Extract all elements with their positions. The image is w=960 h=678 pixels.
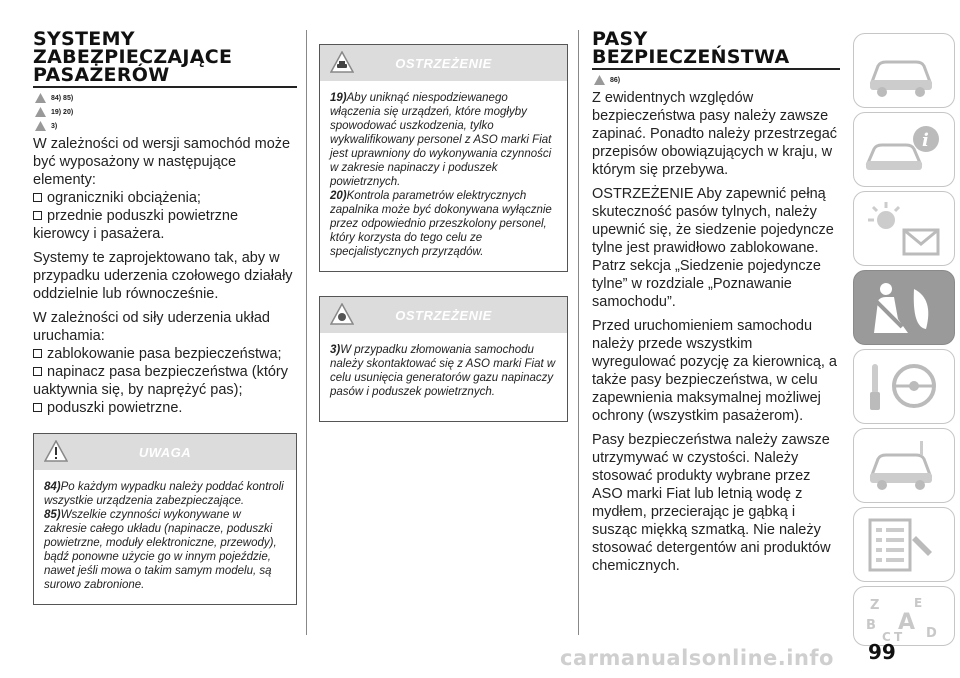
list-item: ograniczniki obciążenia; xyxy=(33,189,297,207)
sidebar-tab-emergency[interactable] xyxy=(853,428,955,503)
caution-triangle-icon xyxy=(35,107,46,117)
column-warnings xyxy=(319,30,568,422)
title-rule xyxy=(592,68,840,70)
sidebar-tab-warning-lights[interactable] xyxy=(853,191,955,266)
checkbox-bullet-icon xyxy=(33,367,42,376)
checkbox-bullet-icon xyxy=(33,193,42,202)
svg-text:Z: Z xyxy=(870,598,880,613)
page-number: 99 xyxy=(868,640,896,664)
sidebar-tab-safety[interactable] xyxy=(853,270,955,345)
list-item: poduszki powietrzne. xyxy=(33,399,297,417)
paragraph: Pasy bezpieczeństwa należy zawsze utrzymywać w czystości. Należy stosować produkty wybrane przez ASO marki Fiat lub letnią wodę z mydłem, przecierając je gąbką i susząc miękką szmatką. Nie należy stosować detergentów ani produktów chemicznych. xyxy=(592,432,831,574)
checkbox-bullet-icon xyxy=(33,211,42,220)
section-title-seat-belts: PASY BEZPIECZEŃSTWA xyxy=(592,28,790,68)
svg-text:C: C xyxy=(882,630,891,643)
column-divider xyxy=(306,30,307,635)
checkbox-bullet-icon xyxy=(33,403,42,412)
sidebar-tab-car-info[interactable] xyxy=(853,112,955,187)
paragraph: W zależności od siły uderzenia układ uruchamia: xyxy=(33,310,270,344)
list-item-continuation: kierowcy i pasażera. xyxy=(33,226,165,242)
warning-lights-icon xyxy=(864,200,944,258)
section-title-occupant-systems: SYSTEMY ZABEZPIECZAJĄCE PASAŻERÓW xyxy=(33,28,233,86)
warning-header xyxy=(320,45,567,81)
svg-text:T: T xyxy=(894,630,903,643)
ref-warnings: 84) 85) xyxy=(35,93,297,103)
car-icon xyxy=(864,42,944,100)
ref-warning: 86) xyxy=(594,75,840,85)
warning-box-ostrzezenie-2 xyxy=(319,296,568,422)
paragraph: Przed uruchomieniem samochodu należy przede wszystkim wyregulować pozycję za kierownicą, a także pasy bezpieczeństwa, w celu zapewnienia maksymalnej możliwej ochrony (wszystkim pasażerom). xyxy=(592,318,837,424)
sidebar-tab-starting-driving[interactable] xyxy=(853,349,955,424)
car-info-icon xyxy=(864,121,944,179)
list-item-continuation: uaktywnia się, by naprężyć pas); xyxy=(33,382,243,398)
seatbelt-airbag-icon xyxy=(864,279,944,337)
warning-header xyxy=(320,297,567,333)
environment-triangle-icon xyxy=(35,121,46,131)
column-seat-belts xyxy=(592,30,840,581)
svg-text:A: A xyxy=(898,610,916,635)
alphabetical-index-icon xyxy=(864,595,944,643)
ref-cautions: 19) 20) xyxy=(35,107,297,117)
warning-triangle-icon xyxy=(35,93,46,103)
list-item: napinacz pasa bezpieczeństwa (który xyxy=(33,363,297,381)
watermark: carmanualsonline.info xyxy=(560,646,834,670)
body-text xyxy=(33,135,297,417)
column-divider xyxy=(578,30,579,635)
warning-body: 3)W przypadku złomowania samochodu należy skontaktować się z ASO marki Fiat w celu usunięcia generatorów gazu napinaczy pasów i poduszek powietrznych. xyxy=(330,344,556,398)
key-steering-icon xyxy=(864,358,944,416)
warning-header xyxy=(34,434,296,470)
ref-environment: 3) xyxy=(35,121,297,131)
warning-body: 84)Po każdym wypadku należy poddać kontroli wszystkie urządzenia zabezpieczające. 85)Wszelkie czynności wykonywane w zakresie całego układu (napinacze, poduszki powietrzne, moduły elektroniczne, przewody), bądź ponowne użycie go w innym pojeździe, nawet jeśli mowa o takim samym modelu, są surowo zabronione. xyxy=(44,481,284,591)
warning-label: UWAGA xyxy=(138,444,192,460)
svg-text:i: i xyxy=(922,130,929,151)
list-item: zablokowanie pasa bezpieczeństwa; xyxy=(33,345,297,363)
warning-triangle-icon xyxy=(594,75,605,85)
sidebar-tab-index[interactable] xyxy=(853,586,955,646)
warning-box-uwaga xyxy=(33,433,297,605)
warning-body: 19)Aby uniknąć niespodziewanego włączenia się urządzeń, które mogłyby spowodować uszkodzenia, tylko wykwalifikowany personel z ASO marki Fiat jest uprawniony do wykonywania czynności w zakresie napinaczy i poduszek powietrznych. 20)Kontrola parametrów elektrycznych zapalnika może być dokonywana wyłącznie przez odpowiednio przeszkolony personel, który korzysta do tego celu ze specjalistycznych przyrządów. xyxy=(330,92,552,258)
paragraph: Systemy te zaprojektowano tak, aby w przypadku uderzenia czołowego działały oddzielnie lub równocześnie. xyxy=(33,250,293,302)
paragraph: OSTRZEŻENIE Aby zapewnić pełną skuteczność pasów tylnych, należy upewnić się, że siedzenie pojedyncze tylne jest prawidłowo zablokowane. Patrz sekcja „Siedzenie pojedyncze tylne” w rozdziale „Poznawanie samochodu”. xyxy=(592,186,834,310)
svg-text:E: E xyxy=(914,596,923,610)
body-text xyxy=(592,89,840,575)
warning-label: OSTRZEŻENIE xyxy=(395,307,492,323)
maintenance-checklist-icon xyxy=(864,516,944,574)
paragraph: Z ewidentnych względów bezpieczeństwa pasy należy zawsze zapinać. Ponadto należy przestrzegać przepisów obowiązujących w kraju, w którym się przebywa. xyxy=(592,90,838,178)
warning-label: OSTRZEŻENIE xyxy=(395,55,492,71)
list-item: przednie poduszki powietrzne xyxy=(33,207,297,225)
column-occupant-systems xyxy=(33,30,297,605)
sidebar-tab-car[interactable] xyxy=(853,33,955,108)
intro-paragraph: W zależności od wersji samochód może być wyposażony w następujące elementy: xyxy=(33,136,291,188)
warning-box-ostrzezenie-1 xyxy=(319,44,568,272)
title-rule xyxy=(33,86,297,88)
sidebar-tab-maintenance[interactable] xyxy=(853,507,955,582)
svg-text:B: B xyxy=(866,618,876,633)
car-breakdown-icon xyxy=(864,437,944,495)
svg-text:D: D xyxy=(926,626,937,641)
checkbox-bullet-icon xyxy=(33,349,42,358)
